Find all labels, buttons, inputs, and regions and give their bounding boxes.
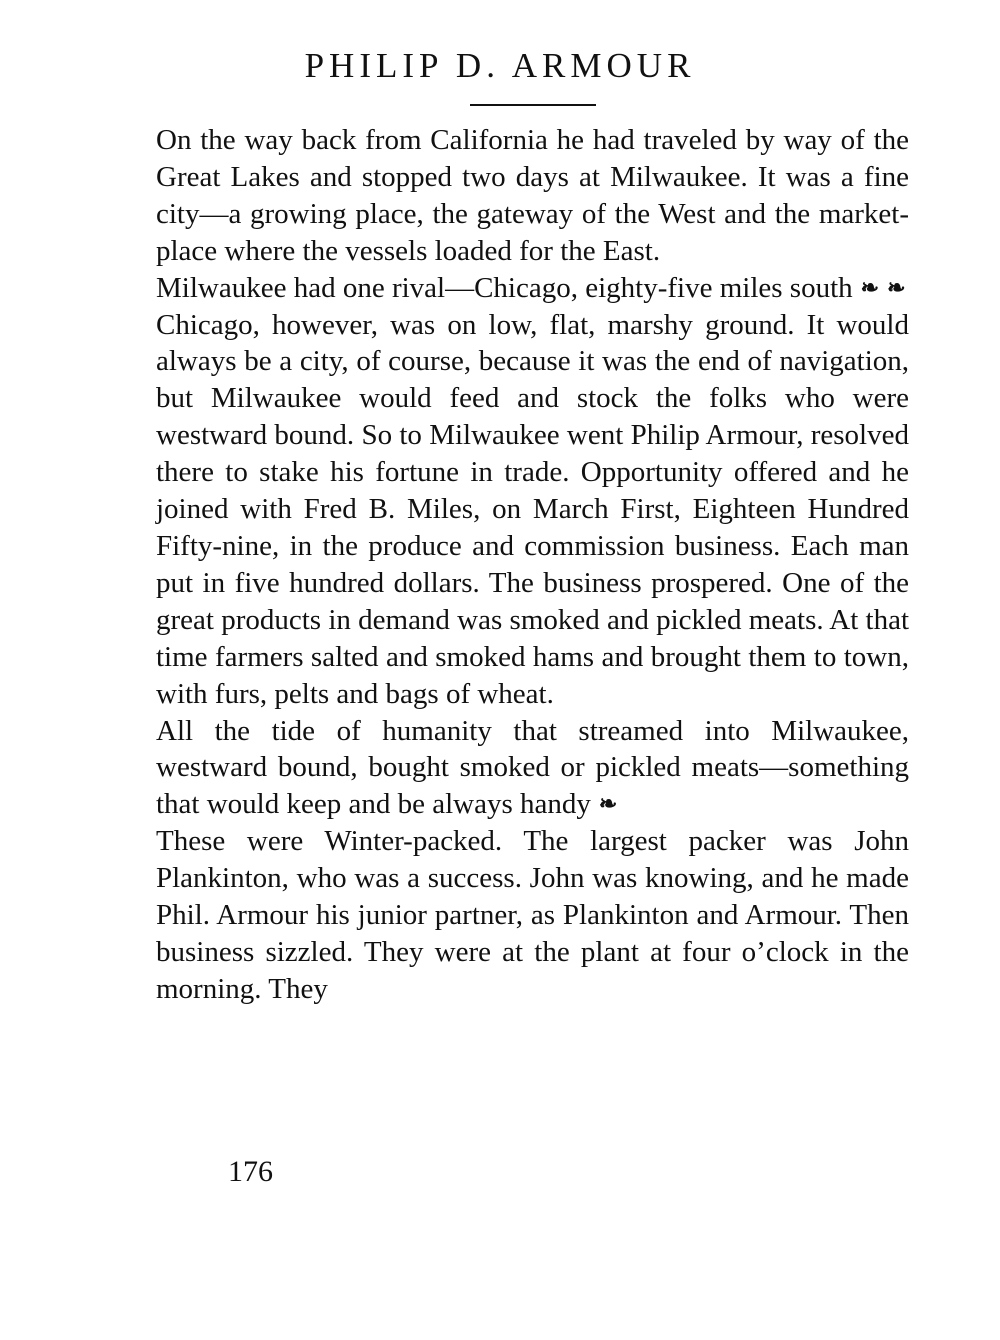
page-body <box>156 122 909 1008</box>
hedera-leaf-icon: ❧ <box>598 791 618 817</box>
paragraph-text: Chicago, however, was on low, flat, marshy ground. It would always be a city, of course, because it was the end of navigation, but Milwaukee would feed and stock the folks who were westward bound. So to Milwaukee went Philip Armour, resolved there to stake his fortune in trade. Opportunity offered and he joined with Fred B. Miles, on March First, Eighteen Hundred Fifty-nine, in the produce and commission business. Each man put in five hundred dollars. The business prospered. One of the great products in demand was smoked and pickled meats. At that time farmers salted and smoked hams and brought them to town, with furs, pelts and bags of wheat. <box>156 308 910 710</box>
paragraph-text: These were Winter-packed. The largest packer was John Plankinton, who was a success. John was knowing, and he made Phil. Armour his junior partner, as Plankinton and Armour. Then business sizzled. They were at the plant at four o’clock in the morning. They <box>156 825 909 1005</box>
hedera-leaf-icon: ❧ <box>887 274 906 300</box>
running-head: PHILIP D. ARMOUR <box>304 46 696 85</box>
paragraph-text: Milwaukee had one rival—Chicago, eighty-five miles south <box>156 271 853 304</box>
paragraph-rival <box>156 270 909 307</box>
paragraph-text: On the way back from California he had traveled by way of the Great Lakes and stopped two days at Milwaukee. It was a fine city—a growing place, the gateway of the West and the market-place where the vessels loaded for the East. <box>156 124 909 267</box>
paragraph-winter-packed <box>156 823 909 1008</box>
paragraph-california <box>156 122 909 270</box>
paragraph-humanity <box>156 713 909 824</box>
hedera-leaf-icon: ❧ <box>860 274 880 300</box>
header-rule <box>470 104 596 106</box>
paragraph-text: All the tide of humanity that streamed into Milwaukee, westward bound, bought smoked or pickled meats—something that would keep and be always handy <box>156 714 909 821</box>
paragraph-chicago <box>156 307 909 713</box>
page-number: 176 <box>228 1155 273 1188</box>
